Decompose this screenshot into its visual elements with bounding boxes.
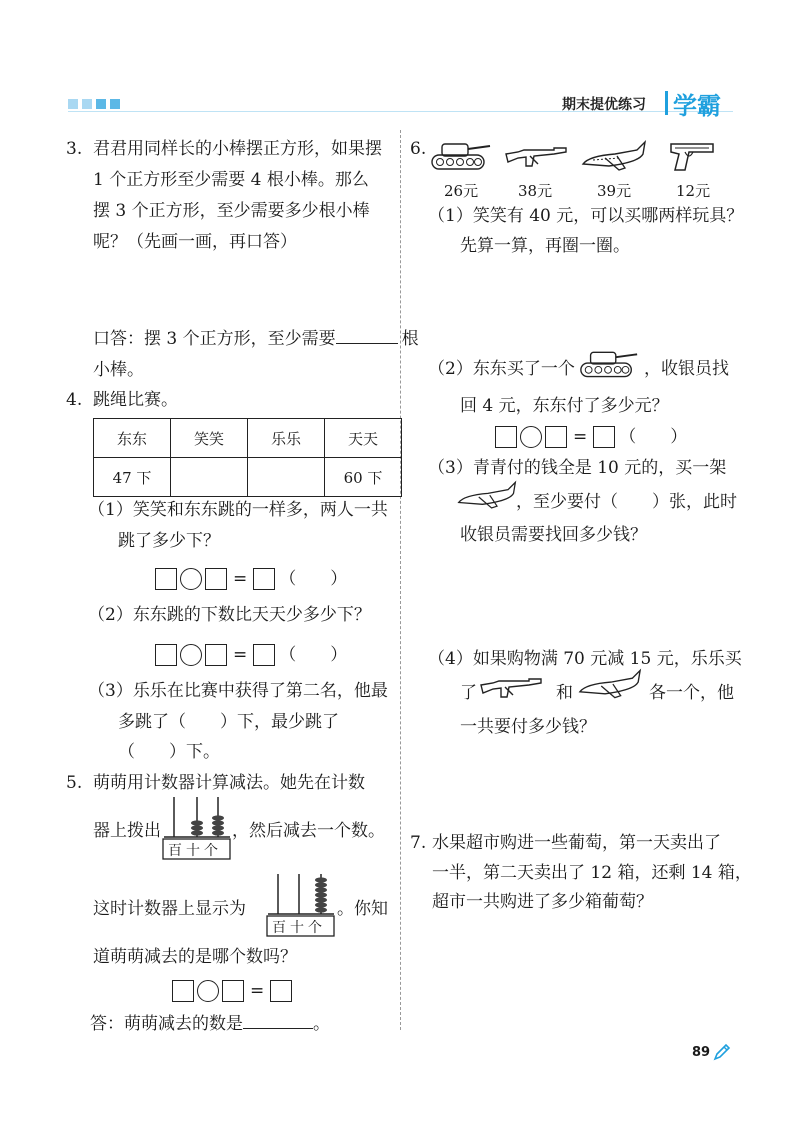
q3-answer-blank[interactable] (336, 343, 398, 344)
unit-paren[interactable]: （ ） (619, 426, 688, 447)
answer-box[interactable] (495, 426, 517, 448)
table-cell[interactable] (171, 458, 248, 497)
q4-p2-equation (155, 642, 347, 667)
pencil-icon (712, 1042, 732, 1062)
answer-box[interactable] (270, 980, 292, 1002)
tank-icon (428, 138, 494, 179)
q5-line-3-prefix: 这时计数器上显示为 (93, 899, 246, 919)
q4-p3-line-1: （3）乐乐在比赛中获得了第二名，他最 (88, 681, 388, 701)
page-number: 89 (692, 1045, 711, 1060)
q6-p3-line-3: 收银员需要找回多少钱？ (460, 525, 647, 545)
equals-sign: = (233, 568, 248, 589)
table-header: 天天 (325, 419, 402, 458)
abacus-before-icon (162, 793, 232, 861)
q6-p2-line-2: 回 4 元，东东付了多少元？ (460, 396, 669, 416)
q7-line-2: 一半，第二天卖出了 12 箱，还剩 14 箱， (432, 863, 752, 883)
q5-line-3-suffix: 。你知 (337, 899, 388, 919)
rope-table (93, 418, 402, 497)
q6-p1-line-1: （1）笑笑有 40 元，可以买哪两样玩具？ (428, 206, 744, 226)
abacus-after-icon (266, 870, 336, 938)
q3-line-3: 摆 3 个正方形，至少需要多少根小棒 (93, 201, 370, 221)
q4-p3-line-2: 多跳了（ ）下，最少跳了 (118, 712, 339, 732)
airplane-icon (455, 480, 519, 519)
q3-line-1: 君君用同样长的小棒摆正方形，如果摆 (93, 139, 382, 159)
q3-number: 3. (66, 139, 83, 159)
equals-sign: = (250, 980, 265, 1001)
q4-p3-line-3: （ ）下。 (118, 742, 220, 762)
q5-number: 5. (66, 773, 83, 793)
answer-box[interactable] (253, 644, 275, 666)
operator-circle[interactable] (520, 426, 542, 448)
q5-equation (172, 978, 292, 1003)
table-header: 笑笑 (171, 419, 248, 458)
q6-p4-line-3: 一共要付多少钱？ (460, 717, 596, 737)
section-title: 期末提优练习 (562, 97, 646, 113)
q6-p4-he: 和 (556, 683, 573, 703)
unit-paren[interactable]: （ ） (279, 644, 348, 665)
q5-line-4: 道萌萌减去的是哪个数吗？ (93, 947, 297, 967)
q6-number: 6. (410, 139, 427, 159)
q6-p1-line-2: 先算一算，再圈一圈。 (460, 236, 630, 256)
q6-p2-line-1-prefix: （2）东东买了一个 (428, 359, 575, 379)
price-airplane: 39元 (597, 182, 632, 200)
airplane-icon (579, 140, 649, 181)
answer-box[interactable] (155, 644, 177, 666)
logo-bar (665, 91, 668, 115)
table-header: 乐乐 (248, 419, 325, 458)
q7-line-1: 水果超市购进一些葡萄，第一天卖出了 (432, 833, 721, 853)
answer-box[interactable] (205, 644, 227, 666)
tank-icon (577, 346, 641, 387)
answer-box[interactable] (222, 980, 244, 1002)
column-divider (400, 130, 401, 1030)
brand-logo: 学霸 (673, 92, 721, 120)
abacus-label: 百十个 (168, 843, 222, 859)
q5-answer-prefix: 答：萌萌减去的数是 (90, 1014, 243, 1034)
operator-circle[interactable] (180, 644, 202, 666)
q3-line-4: 呢？（先画一画，再口答） (93, 232, 297, 252)
q7-line-3: 超市一共购进了多少箱葡萄？ (432, 892, 653, 912)
operator-circle[interactable] (197, 980, 219, 1002)
equals-sign: = (573, 426, 588, 447)
q4-p2-line-1: （2）东东跳的下数比天天少多少下？ (88, 605, 371, 625)
abacus-label: 百十个 (272, 920, 326, 936)
answer-box[interactable] (205, 568, 227, 590)
q4-p1-equation (155, 566, 347, 591)
pistol-icon (667, 140, 717, 181)
answer-box[interactable] (172, 980, 194, 1002)
q3-answer-prefix: 口答：摆 3 个正方形，至少需要 (93, 329, 336, 349)
operator-circle[interactable] (180, 568, 202, 590)
rifle-icon (504, 144, 568, 177)
answer-box[interactable] (593, 426, 615, 448)
q4-number: 4. (66, 390, 83, 410)
q6-p3-line-2: ，至少要付（ ）张，此时 (516, 492, 737, 512)
q5-line-2-prefix: 器上拨出 (93, 821, 161, 841)
q5-answer-blank[interactable] (243, 1028, 313, 1029)
q6-p3-line-1: （3）青青付的钱全是 10 元的，买一架 (428, 458, 727, 478)
q7-number: 7. (410, 833, 427, 853)
q6-p2-line-1-suffix: ，收银员找 (644, 359, 729, 379)
price-tank: 26元 (444, 182, 479, 200)
answer-box[interactable] (155, 568, 177, 590)
table-cell: 47 下 (94, 458, 171, 497)
unit-paren[interactable]: （ ） (279, 568, 348, 589)
header-decoration (68, 99, 120, 109)
q5-line-2-suffix: ，然后减去一个数。 (232, 821, 385, 841)
rifle-icon (478, 675, 544, 708)
q5-line-1: 萌萌用计数器计算减法。她先在计数 (93, 773, 365, 793)
q6-p2-equation (495, 424, 687, 449)
price-pistol: 12元 (676, 182, 711, 200)
q4-p1-line-1: （1）笑笑和东东跳的一样多，两人一共 (88, 500, 388, 520)
equals-sign: = (233, 644, 248, 665)
answer-box[interactable] (253, 568, 275, 590)
q6-p4-line-1: （4）如果购物满 70 元减 15 元，乐乐买 (428, 649, 742, 669)
q6-p4-each: 各一个，他 (649, 683, 734, 703)
q5-answer (90, 1012, 330, 1036)
airplane-icon (576, 668, 644, 709)
table-header: 东东 (94, 419, 171, 458)
q5-answer-suffix: 。 (313, 1014, 330, 1034)
answer-box[interactable] (545, 426, 567, 448)
q3-line-2: 1 个正方形至少需要 4 根小棒。那么 (93, 170, 369, 190)
q4-title: 跳绳比赛。 (93, 390, 178, 410)
table-cell: 60 下 (325, 458, 402, 497)
q3-answer-suffix: 根 (401, 329, 419, 349)
q4-p1-line-2: 跳了多少下？ (118, 531, 220, 551)
q6-p4-le: 了 (460, 683, 477, 703)
table-cell[interactable] (248, 458, 325, 497)
q3-answer (93, 327, 419, 351)
q3-answer-line-2: 小棒。 (93, 360, 144, 380)
price-rifle: 38元 (518, 182, 553, 200)
